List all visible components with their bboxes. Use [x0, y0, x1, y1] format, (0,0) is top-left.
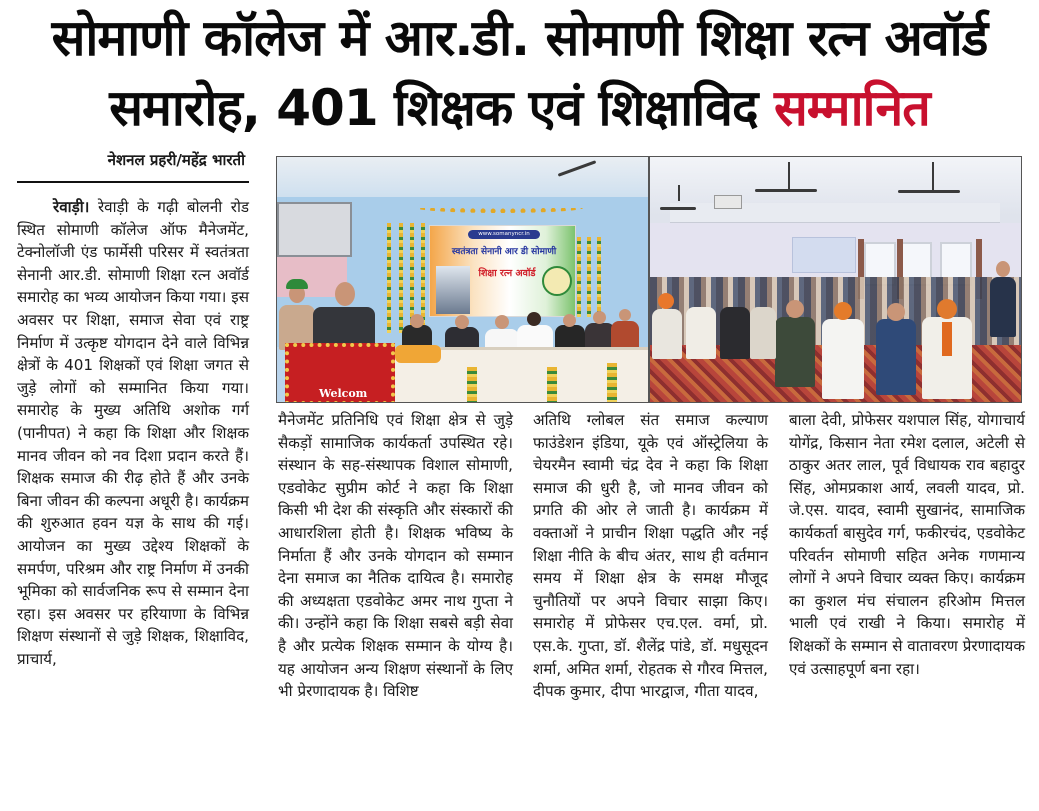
garland — [597, 237, 601, 317]
banner-url: www.somanyncr.in — [468, 230, 540, 239]
fan-rod — [932, 162, 934, 190]
person — [686, 307, 716, 359]
podium-text: Welcom — [319, 387, 368, 400]
turban — [286, 279, 308, 289]
dateline: रेवाड़ी। — [53, 198, 90, 216]
ceiling-fan-icon — [755, 189, 817, 192]
garland — [467, 367, 477, 403]
photo-audience — [649, 156, 1022, 403]
garland — [417, 203, 583, 213]
headline-main: समारोह, 401 शिक्षक एवं शिक्षाविद — [109, 79, 774, 137]
speaker-head — [335, 282, 355, 306]
person-head — [495, 315, 509, 329]
person-head — [786, 300, 804, 318]
person-head — [887, 303, 905, 321]
garland — [387, 223, 391, 333]
person — [775, 317, 815, 387]
person — [876, 319, 916, 395]
article-column-4 — [789, 409, 1025, 680]
person — [990, 277, 1016, 337]
garland — [399, 223, 403, 333]
person — [720, 307, 750, 359]
byline: नेशनल प्रहरी/महेंद्र भारती — [107, 151, 245, 169]
article-text: मैनेजमेंट प्रतिनिधि एवं शिक्षा क्षेत्र से जुड़े सैकड़ों सामाजिक कार्यकर्ता उपस्थित रहे। संस्थान के सह-संस्थापक विशाल सोमाणी, एडवोकेट सुप्रीम कोर्ट ने कहा कि शिक्षा किसी भी देश की संस्कृति और संस्कारों की आधारशिला होती है। शिक्षक भविष्य के निर्माता हैं और उनके योगदान को सम्मान देना समाज का नैतिक दायित्व है। समारोह की अध्यक्षता एडवोकेट अमर नाथ गुप्ता ने की। उन्होंने कहा कि शिक्षा सबसे बड़ी सेवा है और प्रत्येक शिक्षक सम्मान के योग्य है। यह आयोजन अन्य शिक्षण संस्थानों के लिए भी प्रेरणादायक है। विशिष्ट — [278, 411, 513, 701]
projection-screen — [792, 237, 856, 273]
logo-icon — [542, 266, 572, 296]
person-head — [619, 309, 631, 321]
person-head — [834, 302, 852, 320]
article-column-1 — [17, 196, 249, 670]
article-column-3 — [533, 409, 768, 703]
garland — [587, 237, 591, 317]
scarf — [942, 322, 952, 356]
person-head — [996, 261, 1010, 277]
article-text: बाला देवी, प्रोफेसर यशपाल सिंह, योगाचार्य योगेंद्र, किसान नेता रमेश दलाल, अटेली से ठाकुर अतर लाल, पूर्व विधायक राव बहादुर सिंह, ओमप्रकाश आर्य, लवली यादव, प्रो. जे.एस. यादव, स्वामी सुखानंद, सामाजिक कार्यकर्ता बासुदेव गर्ग, फकीरचंद, एडवोकेट परिवर्तन सोमाणी सहित अनेक गणमान्य लोगों ने अपने विचार व्यक्त किए। कार्यक्रम का कुशल मंच संचालन हरिओम मित्तल भाली एवं राखी ने किया। समारोह में शिक्षकों के सम्मान से वातावरण प्रेरणादायक एवं उत्साहपूर्ण बना रहा। — [789, 411, 1025, 678]
fan-rod — [678, 185, 680, 201]
event-banner — [429, 225, 576, 317]
podium — [285, 343, 395, 403]
window — [277, 202, 352, 257]
person-head — [593, 311, 606, 324]
person — [750, 307, 776, 359]
garland — [607, 363, 617, 403]
person-head — [658, 293, 674, 309]
person-head — [563, 314, 576, 327]
article-column-2 — [278, 409, 513, 703]
person — [652, 309, 682, 359]
article-text: अतिथि ग्लोबल संत समाज कल्याण फाउंडेशन इंडिया, यूके एवं ऑस्ट्रेलिया के चेयरमैन स्वामी चंद्र देव ने कहा कि शिक्षा समाज की धुरी है, जो मानव जीवन को प्रगति की ओर ले जाती है। कार्यक्रम में वक्ताओं ने प्राचीन शिक्षा पद्धति और नई शिक्षा नीति के बीच अंतर, साथ ही वर्तमान समय में शिक्षा क्षेत्र के समक्ष मौजूद चुनौतियों पर अपने विचार साझा किए। समारोह में प्रोफेसर एच.एल. वर्मा, प्रो. एस.के. गुप्ता, डॉ. शैलेंद्र पांडे, डॉ. मधुसूदन शर्मा, अमित शर्मा, रोहतक से गौरव मित्तल, दीपक कुमार, दीपा भारद्वाज, गीता यादव, — [533, 411, 768, 701]
article-paragraph — [17, 196, 249, 670]
projector-icon — [714, 195, 742, 209]
headline-highlight: सम्मानित — [773, 79, 930, 137]
ceiling-fan-icon — [898, 190, 960, 193]
person — [822, 319, 864, 399]
byline-divider — [17, 181, 249, 183]
garland — [547, 367, 557, 403]
flower-bouquet — [395, 345, 441, 363]
person-head — [455, 315, 469, 329]
person-head — [527, 312, 541, 326]
portrait-image — [436, 266, 470, 314]
article-text: रेवाड़ी के गढ़ी बोलनी रोड स्थित सोमाणी कॉलेज ऑफ मैनेजमेंट, टेक्नोलॉजी एंड फार्मेसी परिसर में स्वतंत्रता सेनानी आर.डी. सोमाणी शिक्षा रत्न अवॉर्ड समारोह का भव्य आयोजन किया गया। इस अवसर पर शिक्षा, समाज सेवा एवं राष्ट्र निर्माण में उत्कृष्ट योगदान देने वाले विभिन्न क्षेत्रों के 401 शिक्षकों एवं शिक्षा जगत से जुड़े लोगों को सम्मानित किया गया। समारोह के मुख्य अतिथि अशोक गर्ग (पानीपत) ने कहा कि शिक्षा और शिक्षक मानव जीवन को नव दिशा प्रदान करते हैं। शिक्षक समाज की रीढ़ होते हैं और उनके बिना जीवन की कल्पना अधूरी है। कार्यक्रम की शुरुआत हवन यज्ञ के साथ की गई। आयोजन का मुख्य उद्देश्य शिक्षकों के समर्पण, परिश्रम और राष्ट्र निर्माण में उनकी भूमिका को सार्वजनिक रूप से सम्मान देना रहा। इस अवसर पर हरियाणा के विभिन्न शिक्षण संस्थानों से जुड़े शिक्षक, शिक्षाविद, प्राचार्य, — [17, 198, 249, 668]
headline-line-2 — [0, 78, 1039, 138]
person-head — [937, 299, 957, 319]
fan-rod — [788, 162, 790, 190]
photo-stage — [276, 156, 649, 403]
garland — [577, 237, 581, 317]
ceiling-fan-icon — [660, 207, 696, 210]
banner-title: स्वतंत्रता सेनानी आर डी सोमाणी — [451, 247, 557, 257]
banner-subtitle: शिक्षा रत्न अवॉर्ड — [478, 268, 536, 279]
person-head — [410, 314, 424, 328]
headline-line-1: सोमाणी कॉलेज में आर.डी. सोमाणी शिक्षा रत्न अवॉर्ड — [51, 9, 988, 67]
